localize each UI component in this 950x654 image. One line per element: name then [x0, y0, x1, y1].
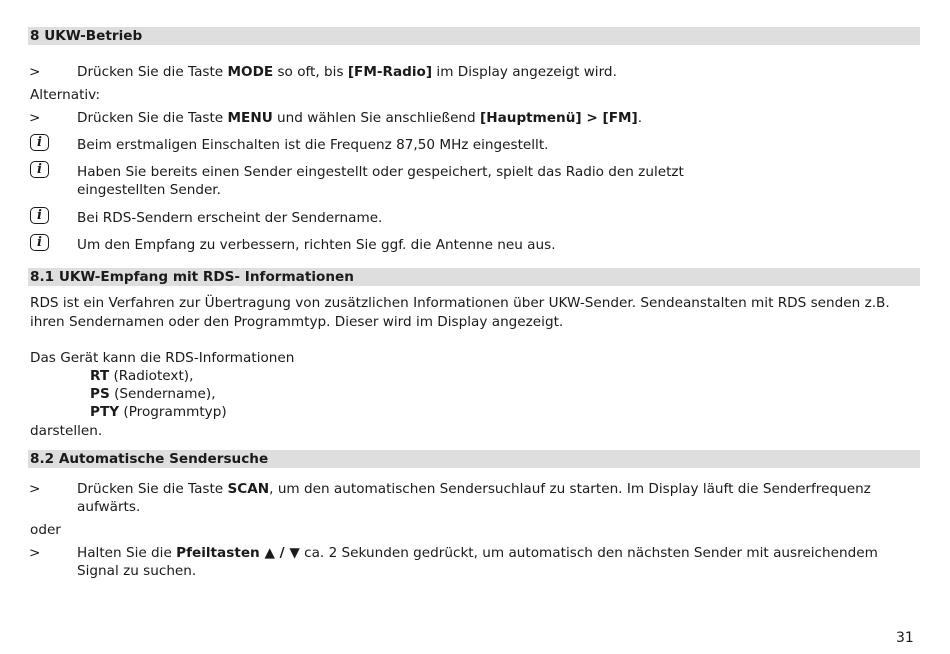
section-heading-8-1: 8.1 UKW-Empfang mit RDS- Informationen — [28, 268, 920, 286]
note-text-line1: Haben Sie bereits einen Sender eingestellt oder gespeichert, spielt das Radio den zuletzt — [77, 164, 684, 180]
step-text-line2: Signal zu suchen. — [77, 563, 197, 579]
rds-capabilities-end: darstellen. — [30, 423, 103, 439]
note-text: Um den Empfang zu verbessern, richten Sie ggf. die Antenne neu aus. — [77, 237, 556, 253]
section-heading-8: 8 UKW-Betrieb — [28, 27, 920, 45]
rds-item-ps: PS (Sendername), — [90, 386, 216, 402]
info-icon: i — [30, 234, 49, 251]
rds-paragraph-line1: RDS ist ein Verfahren zur Übertragung von zusätzlichen Informationen über UKW-Sender. Sendeanstalten mit RDS senden z.B. — [30, 295, 890, 311]
arrow-marker: > — [29, 64, 41, 80]
info-icon: i — [30, 134, 49, 151]
step-text-line2: aufwärts. — [77, 499, 141, 515]
rds-paragraph-line2: ihren Sendernamen oder den Programmtyp. Dieser wird im Display angezeigt. — [30, 314, 564, 330]
rds-item-rt: RT (Radiotext), — [90, 368, 194, 384]
arrow-marker: > — [29, 481, 41, 497]
arrow-marker: > — [29, 545, 41, 561]
step-text: Drücken Sie die Taste MODE so oft, bis [FM-Radio] im Display angezeigt wird. — [77, 64, 617, 80]
step-text: Drücken Sie die Taste MENU und wählen Sie anschließend [Hauptmenü] > [FM]. — [77, 110, 643, 126]
step-text-line1: Drücken Sie die Taste SCAN, um den automatischen Sendersuchlauf zu starten. Im Display läuft die Senderfrequenz — [77, 481, 871, 497]
step-text-line1: Halten Sie die Pfeiltasten ▲ / ▼ ca. 2 Sekunden gedrückt, um automatisch den nächsten Sender mit ausreichendem — [77, 545, 878, 561]
page-number: 31 — [896, 630, 914, 646]
note-text: Bei RDS-Sendern erscheint der Sendername. — [77, 210, 383, 226]
note-text: Beim erstmaligen Einschalten ist die Frequenz 87,50 MHz eingestellt. — [77, 137, 549, 153]
rds-capabilities-intro: Das Gerät kann die RDS-Informationen — [30, 350, 295, 366]
rds-item-pty: PTY (Programmtyp) — [90, 404, 227, 420]
note-text-line2: eingestellten Sender. — [77, 182, 221, 198]
or-label: oder — [30, 522, 61, 538]
info-icon: i — [30, 207, 49, 224]
arrow-marker: > — [29, 110, 41, 126]
section-heading-8-2: 8.2 Automatische Sendersuche — [28, 450, 920, 468]
alternative-label: Alternativ: — [30, 87, 101, 103]
info-icon: i — [30, 161, 49, 178]
